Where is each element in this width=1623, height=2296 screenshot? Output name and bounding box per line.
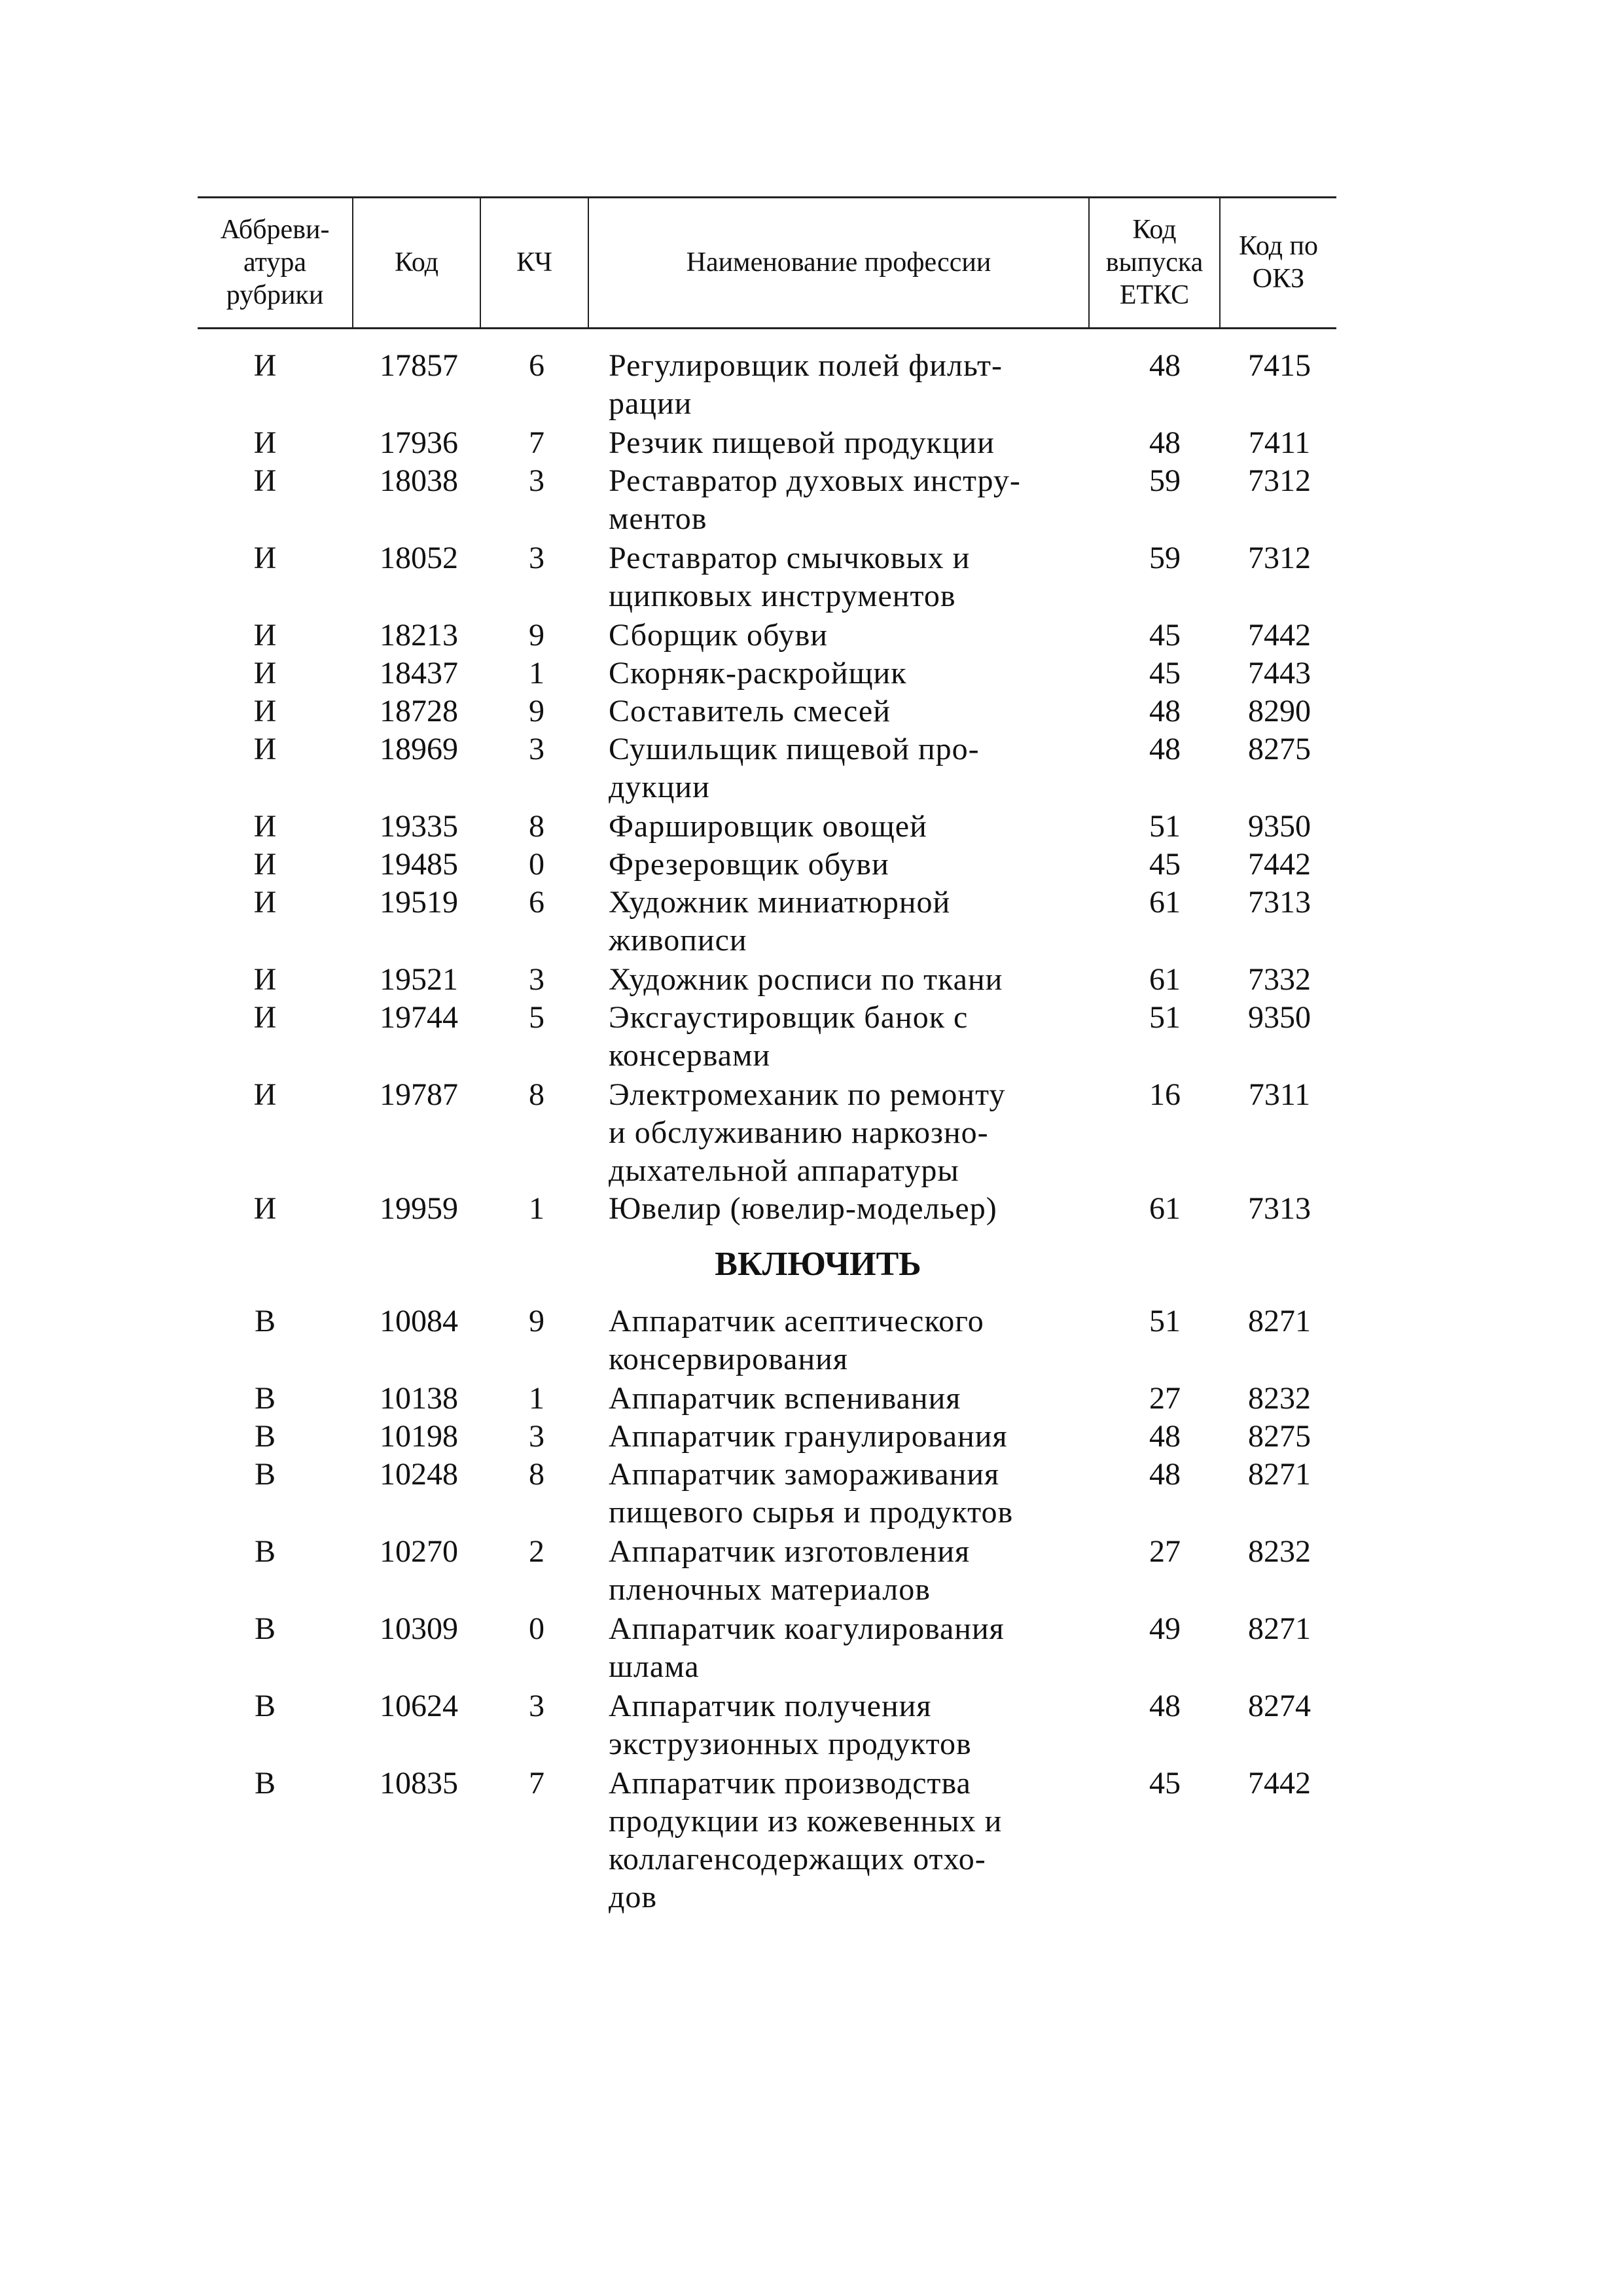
cell-okz: 7443 (1248, 656, 1311, 691)
cell-code: 18969 (380, 732, 458, 766)
cell-kch: 9 (529, 1304, 544, 1338)
cell-kch: 5 (529, 1000, 544, 1035)
cell-code: 19485 (380, 847, 458, 882)
cell-okz: 7313 (1248, 885, 1311, 920)
cell-etks: 45 (1149, 656, 1181, 691)
cell-code: 10198 (380, 1419, 458, 1454)
cell-code: 10270 (380, 1534, 458, 1569)
cell-abbr: И (253, 694, 277, 728)
cell-name: Регулировщик полей фильт- рации (609, 348, 1003, 421)
cell-code: 19519 (380, 885, 458, 920)
header-bottom-rule (198, 327, 1336, 329)
cell-code: 10138 (380, 1381, 458, 1416)
cell-etks: 59 (1149, 463, 1181, 498)
header-abbr: Аббреви- атура рубрики (220, 215, 330, 310)
cell-name: Реставратор смычковых и щипковых инструментов (609, 541, 971, 613)
cell-kch: 1 (529, 1191, 544, 1226)
cell-okz: 8275 (1248, 732, 1311, 766)
cell-kch: 6 (529, 348, 544, 383)
cell-okz: 8232 (1248, 1534, 1311, 1569)
cell-okz: 7313 (1248, 1191, 1311, 1226)
header-code: Код (394, 247, 439, 278)
cell-okz: 7311 (1248, 1077, 1311, 1112)
cell-code: 19521 (380, 962, 458, 997)
cell-code: 10624 (380, 1689, 458, 1723)
cell-etks: 48 (1149, 1457, 1181, 1492)
cell-abbr: И (253, 463, 277, 498)
cell-etks: 27 (1149, 1534, 1181, 1569)
cell-okz: 9350 (1248, 809, 1311, 844)
cell-etks: 45 (1149, 847, 1181, 882)
cell-etks: 48 (1149, 694, 1181, 728)
cell-kch: 6 (529, 885, 544, 920)
cell-abbr: В (254, 1419, 276, 1454)
cell-okz: 9350 (1248, 1000, 1311, 1035)
cell-abbr: И (253, 618, 277, 653)
cell-abbr: И (253, 809, 277, 844)
cell-abbr: И (253, 885, 277, 920)
cell-kch: 3 (529, 541, 544, 575)
cell-etks: 61 (1149, 885, 1181, 920)
cell-abbr: И (253, 425, 277, 460)
cell-abbr: И (253, 1077, 277, 1112)
cell-etks: 49 (1149, 1611, 1181, 1646)
cell-name: Электромеханик по ремонту и обслуживанию наркозно- дыхательной аппаратуры (609, 1077, 1006, 1188)
cell-name: Аппаратчик гранулирования (609, 1419, 1008, 1454)
cell-code: 10084 (380, 1304, 458, 1338)
cell-okz: 8271 (1248, 1304, 1311, 1338)
cell-abbr: И (253, 847, 277, 882)
section-title: ВКЛЮЧИТЬ (715, 1246, 921, 1283)
cell-abbr: И (253, 656, 277, 691)
cell-kch: 3 (529, 1689, 544, 1723)
cell-etks: 51 (1149, 1000, 1181, 1035)
cell-abbr: И (253, 348, 277, 383)
cell-code: 19744 (380, 1000, 458, 1035)
cell-name: Реставратор духовых инстру- ментов (609, 463, 1021, 536)
cell-abbr: И (253, 732, 277, 766)
cell-kch: 7 (529, 425, 544, 460)
cell-etks: 61 (1149, 1191, 1181, 1226)
cell-etks: 48 (1149, 732, 1181, 766)
cell-code: 17936 (380, 425, 458, 460)
cell-code: 10309 (380, 1611, 458, 1646)
cell-code: 18213 (380, 618, 458, 653)
cell-code: 18052 (380, 541, 458, 575)
cell-abbr: И (253, 1000, 277, 1035)
cell-kch: 9 (529, 618, 544, 653)
cell-kch: 9 (529, 694, 544, 728)
cell-name: Ювелир (ювелир-модельер) (609, 1191, 997, 1226)
cell-name: Фаршировщик овощей (609, 809, 927, 844)
cell-okz: 8274 (1248, 1689, 1311, 1723)
cell-code: 17857 (380, 348, 458, 383)
cell-name: Скорняк-раскройщик (609, 656, 907, 691)
cell-okz: 8232 (1248, 1381, 1311, 1416)
cell-code: 18038 (380, 463, 458, 498)
cell-okz: 7415 (1248, 348, 1311, 383)
cell-okz: 7442 (1248, 618, 1311, 653)
cell-okz: 7442 (1248, 847, 1311, 882)
cell-etks: 45 (1149, 618, 1181, 653)
cell-kch: 8 (529, 1457, 544, 1492)
cell-okz: 8271 (1248, 1611, 1311, 1646)
cell-code: 18728 (380, 694, 458, 728)
cell-abbr: В (254, 1534, 276, 1569)
cell-kch: 8 (529, 1077, 544, 1112)
cell-abbr: В (254, 1304, 276, 1338)
cell-name: Составитель смесей (609, 694, 891, 728)
cell-kch: 8 (529, 809, 544, 844)
cell-etks: 51 (1149, 1304, 1181, 1338)
cell-code: 10835 (380, 1766, 458, 1801)
cell-kch: 2 (529, 1534, 544, 1569)
cell-kch: 3 (529, 962, 544, 997)
cell-code: 19335 (380, 809, 458, 844)
cell-abbr: В (254, 1689, 276, 1723)
cell-abbr: В (254, 1457, 276, 1492)
cell-etks: 48 (1149, 425, 1181, 460)
cell-code: 18437 (380, 656, 458, 691)
cell-etks: 16 (1149, 1077, 1181, 1112)
cell-etks: 59 (1149, 541, 1181, 575)
cell-etks: 48 (1149, 348, 1181, 383)
cell-abbr: В (254, 1381, 276, 1416)
cell-name: Фрезеровщик обуви (609, 847, 889, 882)
header-etks-code: Код выпуска ЕТКС (1105, 215, 1204, 310)
cell-okz: 7442 (1248, 1766, 1311, 1801)
cell-name: Аппаратчик получения экструзионных продуктов (609, 1689, 972, 1761)
cell-etks: 48 (1149, 1419, 1181, 1454)
cell-name: Аппаратчик изготовления пленочных материалов (609, 1534, 971, 1607)
cell-etks: 61 (1149, 962, 1181, 997)
cell-etks: 27 (1149, 1381, 1181, 1416)
cell-okz: 7332 (1248, 962, 1311, 997)
header-profession-name: Наименование профессии (686, 247, 991, 278)
cell-code: 19787 (380, 1077, 458, 1112)
cell-etks: 48 (1149, 1689, 1181, 1723)
cell-name: Художник миниатюрной живописи (609, 885, 951, 958)
cell-okz: 8271 (1248, 1457, 1311, 1492)
cell-abbr: И (253, 962, 277, 997)
cell-kch: 3 (529, 1419, 544, 1454)
cell-abbr: В (254, 1611, 276, 1646)
cell-name: Сушильщик пищевой про- дукции (609, 732, 980, 804)
cell-kch: 0 (529, 847, 544, 882)
cell-okz: 7411 (1248, 425, 1311, 460)
header-okz-code: Код по ОКЗ (1238, 231, 1319, 294)
cell-okz: 7312 (1248, 541, 1311, 575)
header-kch: КЧ (516, 247, 552, 278)
cell-okz: 8290 (1248, 694, 1311, 728)
cell-name: Сборщик обуви (609, 618, 828, 653)
cell-kch: 7 (529, 1766, 544, 1801)
cell-kch: 1 (529, 1381, 544, 1416)
cell-kch: 0 (529, 1611, 544, 1646)
cell-abbr: В (254, 1766, 276, 1801)
cell-kch: 3 (529, 463, 544, 498)
cell-name: Аппаратчик коагулирования шлама (609, 1611, 1005, 1684)
cell-name: Эксгаустировщик банок с консервами (609, 1000, 969, 1073)
cell-okz: 8275 (1248, 1419, 1311, 1454)
cell-name: Аппаратчик производства продукции из кожевенных и коллагенсодержащих отхо- дов (609, 1766, 1003, 1914)
cell-name: Аппаратчик замораживания пищевого сырья и продуктов (609, 1457, 1014, 1530)
cell-code: 10248 (380, 1457, 458, 1492)
cell-okz: 7312 (1248, 463, 1311, 498)
cell-kch: 3 (529, 732, 544, 766)
cell-abbr: И (253, 541, 277, 575)
cell-etks: 51 (1149, 809, 1181, 844)
cell-name: Резчик пищевой продукции (609, 425, 995, 460)
cell-etks: 45 (1149, 1766, 1181, 1801)
cell-name: Художник росписи по ткани (609, 962, 1003, 997)
cell-abbr: И (253, 1191, 277, 1226)
cell-kch: 1 (529, 656, 544, 691)
cell-name: Аппаратчик вспенивания (609, 1381, 961, 1416)
cell-name: Аппаратчик асептического консервирования (609, 1304, 984, 1376)
cell-code: 19959 (380, 1191, 458, 1226)
